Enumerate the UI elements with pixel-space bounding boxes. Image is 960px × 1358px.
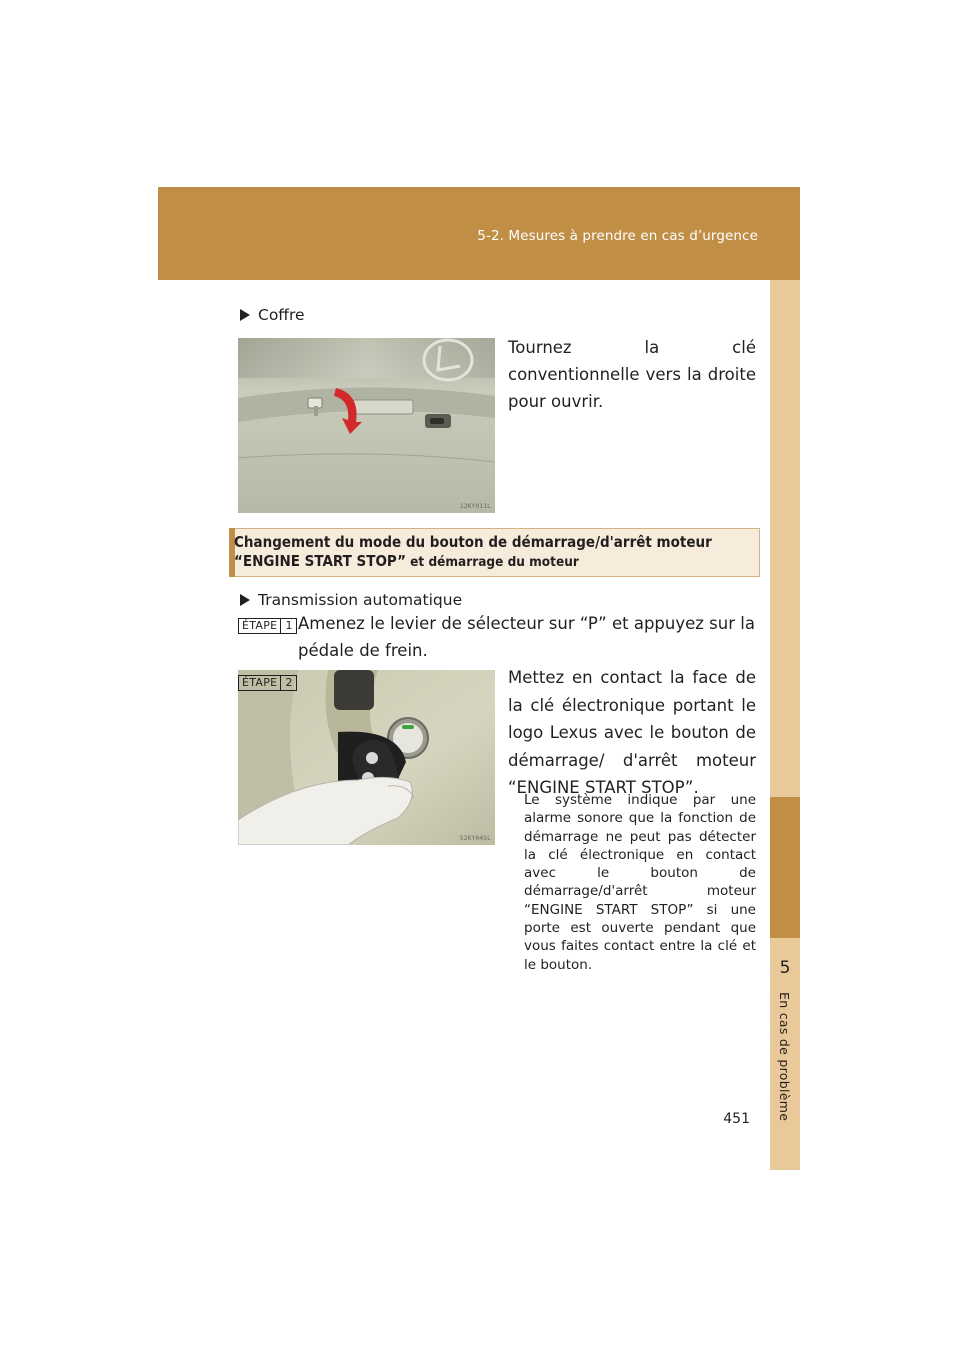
step-1-badge: ÉTAPE 1 [238, 618, 297, 634]
image-code: 52KY045L [459, 834, 491, 842]
step-2-note: Le système indique par une alarme sonore que la fonction de démarrage ne peut pas détecter la clé électronique en contact avec le bouton de démarrage/d'arrêt moteur “ENGINE START STOP” si une porte est ouverte pendant que vous faites contact entre la clé et le bouton. [524, 792, 756, 973]
triangle-bullet-icon [240, 594, 250, 606]
image-code: 12KY011L [459, 502, 491, 510]
header-band [158, 187, 800, 280]
side-tab-upper [770, 280, 800, 797]
triangle-bullet-icon [240, 309, 250, 321]
start-button-photo [238, 670, 495, 845]
chapter-label: En cas de problème [777, 992, 792, 1122]
section-header-title: 5-2. Mesures à prendre en cas d’urgence [477, 228, 758, 244]
trunk-instruction: Tournez la clé conventionnelle vers la droite pour ouvrir. [508, 338, 756, 411]
section-title: Changement du mode du bouton de démarrage/d'arrêt moteur “ENGINE START STOP” et démarrage du moteur [234, 533, 712, 570]
automatic-transmission-heading: Transmission automatique [240, 591, 462, 609]
trunk-heading: Coffre [240, 306, 305, 324]
start-button-illustration [238, 670, 495, 845]
step-2-badge: ÉTAPE 2 [238, 675, 297, 691]
trunk-lock-illustration [238, 338, 495, 513]
step-1-text: Amenez le levier de sélecteur sur “P” et appuyez sur la pédale de frein. [298, 614, 755, 660]
chapter-number: 5 [779, 958, 791, 978]
trunk-lock-photo [238, 338, 495, 513]
section-heading-box [229, 528, 760, 577]
step-2-text: Mettez en contact la face de la clé électronique portant le logo Lexus avec le bouton de démarrage/ d'arrêt moteur “ENGINE START STOP”. [508, 668, 756, 797]
side-tab-chapter-marker [770, 797, 800, 938]
page-number: 451 [723, 1111, 750, 1127]
